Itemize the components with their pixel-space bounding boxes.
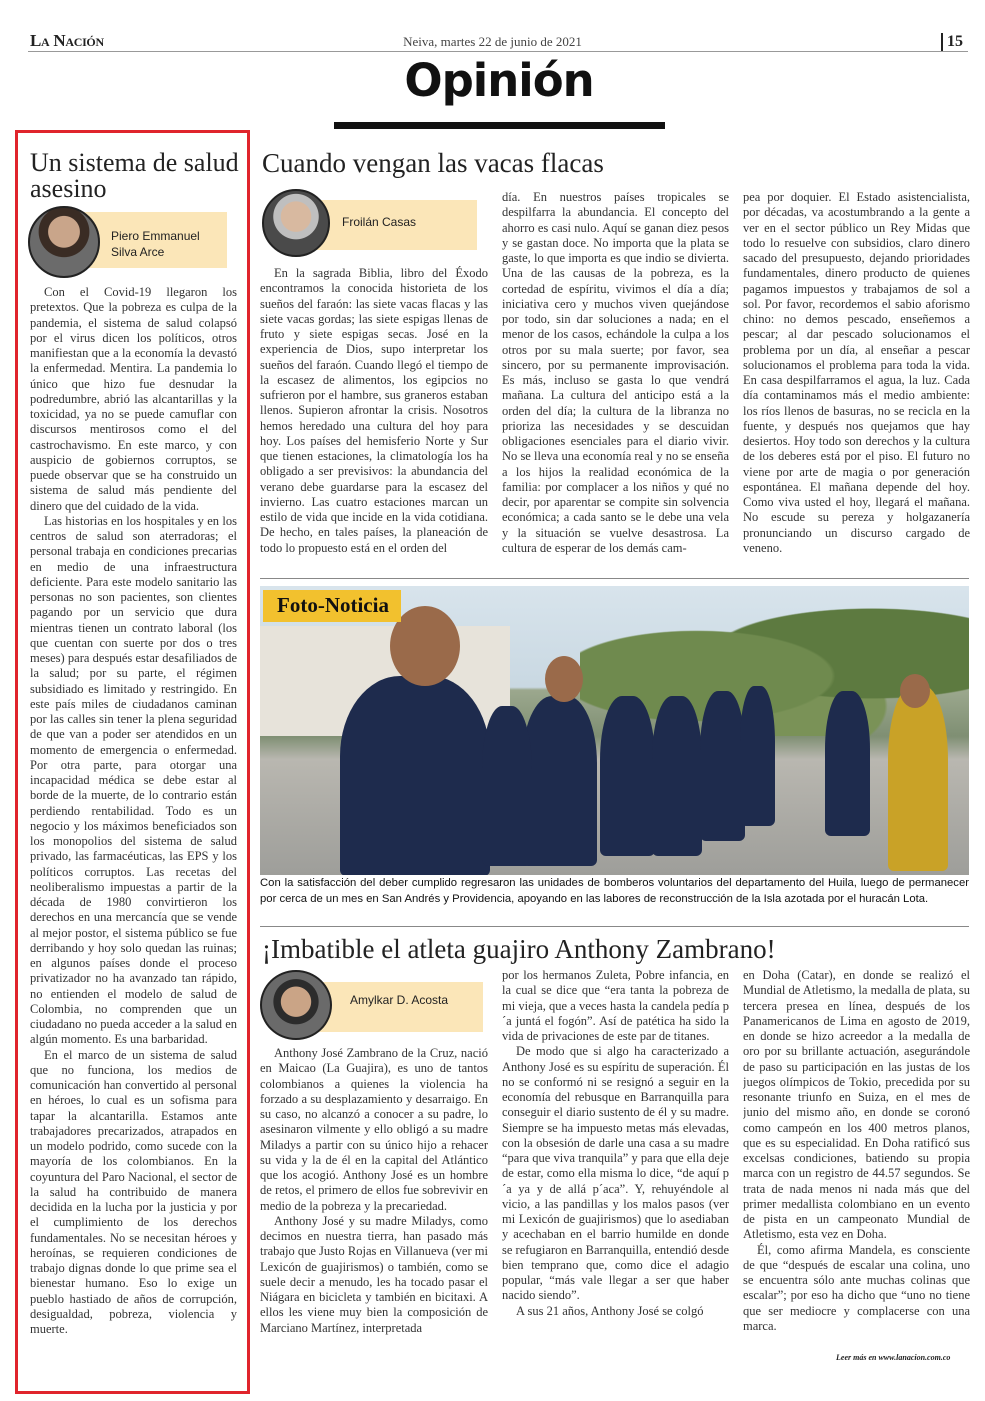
bottom-author-name: Amylkar D. Acosta	[350, 993, 449, 1007]
top-article-col-1	[260, 266, 488, 572]
bottom-article-col-1	[260, 1046, 488, 1368]
bottom-col2-text: De modo que si algo ha caracterizado a Anthony José es su espíritu de superación. Él no se conformó ni se resignó a seguir en la economía del rebusque en Barranquilla para conseguir el diario sustento de él y su madre. Siempre se ha impuesto metas más elevadas, con la obsesión de darle una casa a su madre “para que viva tranquila” y para que ella deje de estar, como ella misma lo dice, “de aquí p´a ya y de allá p´aca”. Y, rehuyéndole al vicio, a las pandillas y los malos pasos (ver mi Lexicón de guajirismos) que lo asediaban y acechaban en el barrio humilde en donde se refugiaron en Barranquilla, entendió desde bien temprano que, como dice el adagio popular, “más vale llegar a ser que haber nacido siendo”.	[502, 1044, 729, 1303]
bottom-col3-text: Él, como afirma Mandela, es consciente de que “después de escalar una colina, uno se encuentra sólo ante muchas colinas que escalar”; por eso ha dicho que “uno no tiene que ser mediocre y complacerse con una marca.	[743, 1242, 970, 1333]
top-article-col-3	[743, 190, 970, 572]
photo-head	[900, 674, 930, 708]
bottom-article-col-3	[743, 968, 970, 1352]
left-author-name: Piero Emmanuel Silva Arce	[111, 229, 200, 259]
photo-firefighter	[825, 691, 870, 836]
top-author-name: Froilán Casas	[342, 215, 417, 229]
photo-firefighter	[482, 706, 532, 866]
top-author-photo	[262, 189, 330, 257]
bottom-col1-text: Anthony José y su madre Miladys, como decimos en nuestra tierra, han pasado más trabajo que Justo Rojas en Villanueva (ver mi Lexicón de guajirismos) o también, como se suele decir a menudo, les ha tocado pasar el Niágara en bicicleta y también en bicitaxi. A ellos les viene muy bien la composición de Marciano Martínez, interpretada	[260, 1213, 488, 1335]
top-article-title: Cuando vengan las vacas flacas	[262, 148, 604, 178]
photo-firefighter	[700, 691, 745, 841]
left-article-body	[30, 285, 237, 1371]
section-title: Opinión	[404, 54, 594, 107]
bottom-col3-text: en Doha (Catar), en donde se realizó el Mundial de Atletismo, la medalla de plata, su tercera presea en línea, después de los Panamericanos de Lima en agosto de 2019, en donde se hizo acreedor a la medalla de oro por su brillante actuación, asegurándole de paso su participación en las justas de los juegos olímpicos de Tokio, precedida por su resonante triunfo en Suiza, en el mes de junio del mismo año, en donde se coronó como campeón en los 400 metros planos, que es su especialidad. En Doha ratificó sus excelsas condiciones, batiendo su propia marca con un registro de 44.57 segundos. Se trata de nada menos ni nada más que del primer medallista colombiano en un evento de pista en un campeonato Mundial de Atletismo, esta vez en Doha.	[743, 968, 970, 1242]
bottom-article-title: ¡Imbatible el atleta guajiro Anthony Zambrano!	[262, 934, 776, 964]
read-more-link[interactable]: Leer más en www.lanacion.com.co	[836, 1353, 951, 1362]
photo-firefighter	[522, 696, 597, 866]
foto-noticia-label: Foto-Noticia	[263, 590, 401, 622]
section-divider	[260, 926, 969, 927]
page-number: 15	[941, 33, 963, 51]
bottom-author-photo	[260, 970, 332, 1040]
bottom-col2-text: por los hermanos Zuleta, Pobre infancia, en la cual se dice que “era tanta la pobreza de mi vieja, que a veces hasta la candela pedía p´a juntá el fogón”. Así de patética ha sido la vida de privaciones de este par de titanes.	[502, 968, 729, 1043]
left-article-title: Un sistema de salud asesino	[30, 148, 239, 203]
top-col2-text: día. En nuestros países tropicales se despilfarra la abundancia. El concepto del ahorro es casi nulo. Aquí se ganan diez pesos y se gastan doce. No importa que la plata se gaste, lo que importa es que indio se divierta. Una de las causas de la pobreza, es la cortedad de espíritu, vivimos el día a día; iniciativa cero y muchos viven quejándose por todo, sin dar soluciones a nada; en el menor de los casos, echándole la culpa a los otros por su mala suerte; por favor, sea sincero, por su permanente improvisación. Es más, incluso se gasta lo que vendrá mañana. La cultura del anticipo está a la orden del día; la cultura de la libranza no prioriza las necesidades y se descuidan obligaciones esenciales para el diario vivir. No se lleva una economía real y no se enseña a los hijos la realidad económica de la familia: por complacer a los niños y qué no decir, por aparentar se compite sin solvencia económica; a cada santo se le debe una vela y la situación se vuelve desastrosa. La cultura de esperar de los demás cam-	[502, 190, 729, 555]
photo-head	[545, 656, 583, 702]
bottom-article-col-2	[502, 968, 729, 1368]
photo-caption: Con la satisfacción del deber cumplido regresaron las unidades de bomberos voluntarios del departamento del Huila, luego de permanecer por cerca de un mes en San Andrés y Providencia, apoyando en las labores de reconstrucción de la Isla azotada por el huracán Lota.	[260, 877, 969, 905]
photo-firefighter	[740, 686, 775, 826]
photo-commander	[888, 686, 948, 871]
bottom-col2-text: A sus 21 años, Anthony José se colgó	[516, 1303, 704, 1318]
bottom-col1-text: Anthony José Zambrano de la Cruz, nació en Maicao (La Guajira), es uno de tantos colombianos a quienes la violencia ha forzado a su desplazamiento y desarraigo. En su caso, no alcanzó a conocer a su padre, lo asesinaron vilmente y ello obligó a su madre Miladys a partir con su único hijo a rehacer su vida y la de él en la capital del Atlántico que los acogió. Anthony José es un hombre de retos, el primero de ellos fue sobrevivir en medio de la pobreza y la precariedad.	[260, 1046, 488, 1213]
top-article-col-2	[502, 190, 729, 572]
left-paragraph: Las historias en los hospitales y en los centros de salud son aterradoras; el personal trabaja en condiciones precarias en medio de una infraestructura deficiente. Para este modelo sanitario las personas no son pacientes, son clientes pagando por un servicio que dura mientras tienen un contrato laboral (los que cuentan con suerte por dos o tres meses) para después estar desafiliados de la salud; por su parte, el régimen subsidiado es limitado y restringido. En este país miles de ciudadanos caminan por las calles sin tener la plena seguridad de que van a poder ser atendidos en un momento de emergencia o enfermedad. Por otra parte, para otorgar una incapacidad médica se debe estar al borde de la muerte, de lo contrario están perdiendo rentabilidad. Todo es un negocio y los máximos beneficiados son los monopolios del sistema de salud privado, las farmacéuticas, las EPS y los políticos corruptos. Las recetas del neoliberalismo impuestas a partir de la década de 1980 convirtieron los derechos en una mercancía que se vende al mejor postor, el sistema público se fue derribando y hoy solo quedan las ruinas; en algunos países donde el proceso privatizador no ha avanzado tan rápido, no entienden el modelo de salud de Colombia, no comprenden que un ciudadano no pueda acceder a la salud en algún momento. Es una barbaridad.	[30, 513, 237, 1047]
firefighters-photo	[260, 586, 969, 875]
photo-firefighter	[600, 696, 655, 856]
photo-firefighter	[340, 676, 490, 875]
top-col3-text: pea por doquier. El Estado asistencialista, por décadas, va acostumbrando a la gente a ver en el sector público un Rey Midas que todo lo resuelve con subsidios, claro dinero sacado del presupuesto, dejando prioridades fundamentales, dinero producto de quienes pagamos impuestos y trabajamos de sol a sol. Por favor, recordemos el sabio aforismo chino: no demos pescado, enseñemos a pescar; al dar pescado solucionamos el problema por un día, al enseñar a pescar solucionamos el problema para toda la vida. En casa despilfarramos el agua, la luz. Cada día contaminamos más el medio ambiente: los ríos llenos de basuras, no se recicla en la fuente, y después nos quejamos que hay desiertos. Hoy todo son derechos y la cultura de los deberes está por el piso. El futuro no viene por arte de magia o por generación espontánea. El mañana depende del hoy. Como viva usted el hoy, llegará el mañana. No escude su pereza y holgazanería pronunciando un discurso cargado de veneno.	[743, 190, 970, 555]
left-paragraph: En el marco de un sistema de salud que no funciona, los medios de comunicación han convertido al personal en héroes, lo cual es un sofisma para tapar la alcantarilla. Estamos ante trabajadores precarizados, atrapados en un modelo podrido, como sucede con la mayoría de los colombianos. En la coyuntura del Paro Nacional, el sector de la salud ha contribuido de manera decidida en la lucha por la justicia y por el cumplimiento de los derechos fundamentales. No se necesitan héroes y heroínas, se requieren condiciones de trabajo dignas donde lo que prime sea el bienestar humano. Eso lo exige un pueblo hastiado de años de corrupción, desigualdad, pobreza, violencia y muerte.	[30, 1047, 237, 1336]
page-date: Neiva, martes 22 de junio de 2021	[403, 34, 582, 49]
left-paragraph: Con el Covid-19 llegaron los pretextos. Que la pobreza es culpa de la pandemia, el sistema de salud colapsó por el virus dicen los políticos, otros manifiestan que a la economía la devastó la enfermedad. Mentira. La pandemia lo único que hizo fue desnudar la podredumbre, abrió las alcantarillas y la toxicidad, ya no se puede camuflar con discursos mentirosos como el del castrochavismo. En este marco, y con auspicio de gobiernos corruptos, se puede observar que se ha construido un sistema de salud más pendiente del dinero que del cuidado de la vida.	[30, 285, 237, 513]
photo-firefighter	[652, 696, 702, 856]
left-author-photo	[28, 206, 100, 278]
header-rule	[28, 51, 968, 52]
section-underline	[334, 122, 665, 129]
top-col1-text: En la sagrada Biblia, libro del Éxodo encontramos la conocida historieta de los sueños del faraón: las siete vacas flacas y las siete vacas gordas; las siete espigas llenas de fruto y siete espigas secas. José en la experiencia de Dios, supo interpretar los sueños del faraón. Cuando llegó el tiempo de la escasez de alimentos, los egipcios no sufrieron por el hambre, sus graneros estaban llenos. Supieron afrontar la crisis. Nosotros hemos heredado una cultura del hoy para hoy. Los países del hemisferio Norte y Sur que tienen estaciones, la climatología los ha obligado a ser previsivos: la abundancia del verano debe guardarse para la escasez del invierno. Las cuatro estaciones marcan un estilo de vida que incide en la vida cotidiana. De hecho, en tales países, la planeación de todo lo propuesto está en el orden del	[260, 266, 488, 555]
section-divider	[260, 578, 969, 579]
masthead-logo: La Nación	[30, 31, 104, 50]
